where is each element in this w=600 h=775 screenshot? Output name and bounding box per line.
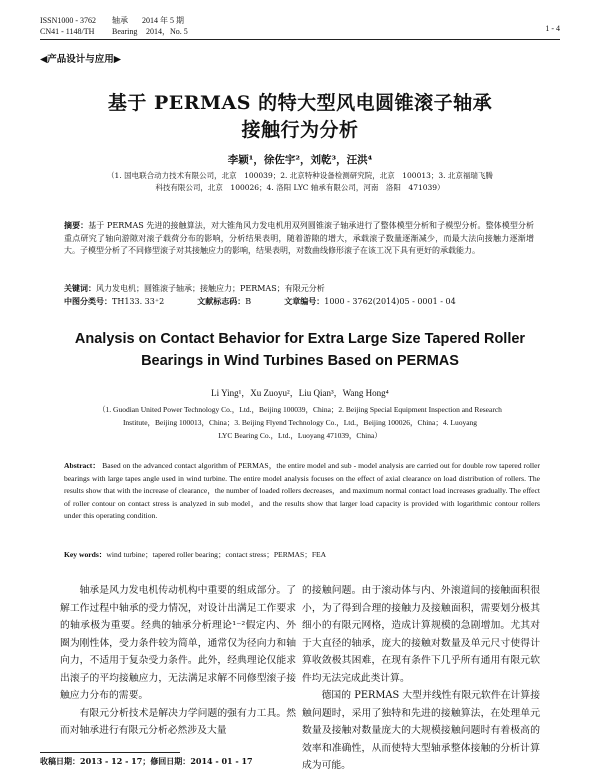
affiliations-en-line1: （1. Guodian United Power Technology Co.，Ltd.，Beijing 100039，China；2. Beijing Special Equipment Inspection and Research [98,405,502,414]
keywords-en [64,549,540,562]
body-right-paragraph-1: 的接触问题。由于滚动体与内、外滚道间的接触面积很小，为了得到合理的接触力及接触面积，需要划分极其细小的有限元网格，造成计算规模的急剧增加。尤其对于大直径的轴承，庞大的接触对数量及单元尺寸使得计算收敛极其困难，在现有条件下几乎所有通用有限元软件均无法完成此类计算。 [302,585,540,684]
doc-code-label: 文献标志码： [197,296,246,306]
keywords-en-text: wind turbine；tapered roller bearing；contact stress；PERMAS；FEA [106,550,327,559]
keywords-cn-text: 风力发电机；圆锥滚子轴承；接触应力；PERMAS；有限元分析 [96,284,325,293]
title-en-line1: Analysis on Contact Behavior for Extra Large Size Tapered Roller [74,331,526,347]
header-journal-en: Bearing [112,27,138,36]
doc-code-value: B [245,297,252,306]
body-right-column [302,582,540,775]
classification-info [64,295,534,309]
keywords-en-label: Key words： [64,550,107,559]
header-journal-cn: 轴承 [112,16,128,25]
abstract-en-text: Based on the advanced contact algorithm of PERMAS，the entire model and sub - model analysis are carried out for double row tapered roller bearings with large tapes angle used in wind turbine. The entire model analysis focuses on the effect of axial clearance on load distribution of rollers. The results show that with the increase of clearance，the number of loaded rollers decreases，and maximum normal contact load increases gradually. The effect of roller contour on contact stress is analyzed in sub model，and the results show that larger load capacity is provided with logarithmic contour rollers under this operating condition. [64,461,540,520]
footer-dates: 收稿日期：2013 - 12 - 17；修回日期：2014 - 01 - 17 [40,756,253,766]
header-page: 1 - 4 [545,24,560,33]
body-left-paragraph-2: 有限元分析技术是解决力学问题的强有力工具。然而对轴承进行有限元分析必然涉及大量 [60,707,296,736]
title-en-line2: Bearings in Wind Turbines Based on PERMAS [141,353,459,369]
body-left-paragraph-1: 轴承是风力发电机传动机构中重要的组成部分。了解工作过程中轴承的受力情况，对设计出满足工作要求的轴承极为重要。经典的轴承分析理论¹⁻²假定内、外圈为刚性体，受力条件较为简单，通常仅为径向力和轴向力，不适用于复杂受力条件。此外，经典理论仅能求出滚子的平均接触应力，无法满足求解不同修型滚子接触应力分布的需要。 [60,585,296,701]
abstract-en [64,460,540,550]
affiliations-en-line2: Institute，Beijing 100013，China；3. Beijing Flyend Technology Co.，Ltd.，Beijing 100026，China；4. Luoyang [122,418,478,427]
abstract-cn-label: 摘要： [64,220,89,230]
header-rule [40,39,560,40]
revised-date: 2014 - 01 - 17 [190,756,253,766]
clc-label: 中图分类号： [64,296,112,306]
revised-label: 修回日期： [150,756,191,766]
body-left-column [60,582,296,740]
header-cn: CN41 - 1148/TH [40,27,95,36]
affiliations-cn-line1: （1. 国电联合动力技术有限公司，北京 100039；2. 北京特种设备检测研究院，北京 100013；3. 北京福瑞飞腾 [107,171,493,180]
abstract-en-label: Abstract： [64,461,101,470]
authors-en: Li Ying¹，Xu Zuoyu²，Liu Qian³，Wang Hong⁴ [211,388,389,398]
authors-cn: 李颖¹，徐佐宇²，刘乾³，汪洪⁴ [227,154,373,166]
received-label: 收稿日期： [40,756,80,766]
keywords-cn [64,282,534,296]
footer-rule [40,752,180,753]
keywords-cn-label: 关键词： [64,283,96,293]
abstract-cn [64,219,534,283]
article-number-value: 1000 - 3762(2014)05 - 0001 - 04 [324,297,456,306]
header-year-issue-en: 2014，No. 5 [146,27,188,36]
section-label: ◀产品设计与应用▶ [40,54,122,65]
received-date: 2013 - 12 - 17 [80,756,143,766]
affiliations-cn-line2: 科技有限公司，北京 100026；4. 洛阳 LYC 轴承有限公司，河南 洛阳 471039） [155,183,445,192]
affiliations-en-line3: LYC Bearing Co.，Ltd.，Luoyang 471039，China） [218,431,382,440]
header-issn: ISSN1000 - 3762 [40,16,97,25]
abstract-cn-text: 基于 PERMAS 先进的接触算法，对大锥角风力发电机用双列圆锥滚子轴承进行了整体模型分析和子模型分析。整体模型分析重点研究了轴向游隙对滚子载荷分布的影响，分析结果表明，随着游隙的增大，承载滚子数量逐渐减少，而最大法向接触力逐渐增大。子模型分析了不同修型滚子对其接触应力的影响，结果表明，对数曲线修形滚子在该工况下具有更好的承载能力。 [64,221,534,255]
body-right-paragraph-2: 德国的 PERMAS 大型并线性有限元软件在计算接触问题时，采用了独特和先进的接触算法，在处理单元数量及接触对数量庞大的大规模接触问题时有着极高的效率和准确性，从而使特大型轴承整体接触的分析计算成为可能。 [302,690,540,771]
title-cn-line1: 基于 PERMAS 的特大型风电圆锥滚子轴承 [107,92,493,114]
title-cn-line2: 接触行为分析 [241,119,359,141]
clc-value: TH133. 33⁺2 [112,297,165,306]
article-number-label: 文章编号： [284,296,325,306]
header-year-issue-cn: 2014 年 5 期 [142,16,184,25]
